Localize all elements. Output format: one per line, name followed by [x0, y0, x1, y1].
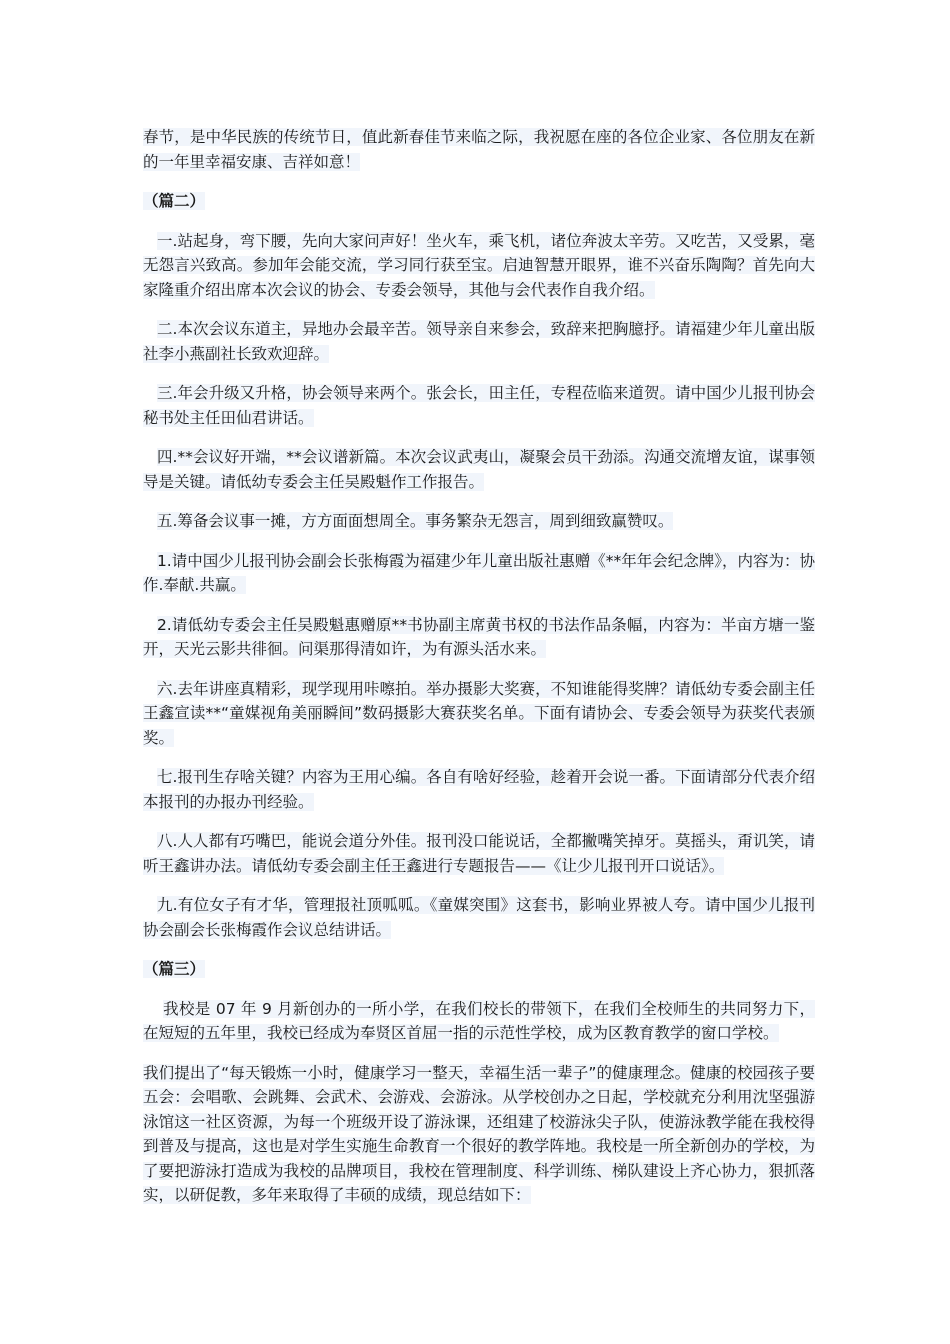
section3-paragraph — [143, 1061, 815, 1208]
section-heading-3 — [143, 957, 815, 982]
section2-paragraph — [143, 317, 815, 366]
section2-paragraph — [143, 893, 815, 942]
paragraph-text: 二.本次会议东道主，异地办会最辛苦。领导亲自来参会，致辞来把胸臆抒。请福建少年儿童出版社李小燕副社长致欢迎辞。 — [143, 320, 815, 363]
paragraph-text: 1.请中国少儿报刊协会副会长张梅霞为福建少年儿童出版社惠赠《**年年会纪念牌》，内容为：协作.奉献.共赢。 — [143, 551, 815, 594]
paragraph-text: 一.站起身，弯下腰，先向大家问声好！坐火车，乘飞机，诸位奔波太辛劳。又吃苦，又受累，毫无怨言兴致高。参加年会能交流，学习同行获至宝。启迪智慧开眼界，谁不兴奋乐陶陶？首先向大家隆重介绍出席本次会议的协会、专委会领导，其他与会代表作自我介绍。 — [143, 231, 815, 299]
paragraph-text: 三.年会升级又升格，协会领导来两个。张会长，田主任，专程莅临来道贺。请中国少儿报刊协会秘书处主任田仙君讲话。 — [143, 384, 815, 427]
section2-paragraph — [143, 445, 815, 494]
paragraph-text: 七.报刊生存啥关键？内容为王用心编。各自有啥好经验，趁着开会说一番。下面请部分代表介绍本报刊的办报办刊经验。 — [143, 768, 815, 811]
intro-paragraph — [143, 125, 815, 174]
intro-text: 春节，是中华民族的传统节日，值此新春佳节来临之际，我祝愿在座的各位企业家、各位朋友在新的一年里幸福安康、吉祥如意！ — [143, 128, 815, 171]
paragraph-text: 八.人人都有巧嘴巴，能说会道分外佳。报刊没口能说话，全都撇嘴笑掉牙。莫摇头，甭讥笑，请听王鑫讲办法。请低幼专委会副主任王鑫进行专题报告——《让少儿报刊开口说话》。 — [143, 832, 815, 875]
paragraph-text: 九.有位女子有才华，管理报社顶呱呱。《童媒突围》这套书，影响业界被人夸。请中国少儿报刊协会副会长张梅霞作会议总结讲话。 — [143, 896, 815, 939]
paragraph-text: 我校是 07 年 9 月新创办的一所小学，在我们校长的带领下，在我们全校师生的共同努力下，在短短的五年里，我校已经成为奉贤区首屈一指的示范性学校，成为区教育教学的窗口学校。 — [143, 999, 815, 1042]
paragraph-text: 2.请低幼专委会主任吴殿魁惠赠原**书协副主席黄书权的书法作品条幅，内容为：半亩方塘一鉴开，天光云影共徘徊。问渠那得清如许，为有源头活水来。 — [143, 615, 815, 658]
section2-paragraph — [143, 509, 815, 534]
section-heading-3-text: （篇三） — [143, 960, 206, 978]
section3-paragraph — [143, 997, 815, 1046]
section2-paragraph — [143, 765, 815, 814]
section2-paragraph — [143, 829, 815, 878]
section2-paragraph — [143, 229, 815, 303]
section2-paragraph — [143, 549, 815, 598]
paragraph-text: 四.**会议好开端，**会议谱新篇。本次会议武夷山，凝聚会员干劲添。沟通交流增友谊，谋事领导是关键。请低幼专委会主任吴殿魁作工作报告。 — [143, 448, 815, 491]
section-heading-2 — [143, 189, 815, 214]
section2-paragraph — [143, 381, 815, 430]
section2-paragraph — [143, 677, 815, 751]
section-heading-2-text: （篇二） — [143, 192, 206, 210]
paragraph-text: 五.筹备会议事一摊，方方面面想周全。事务繁杂无怨言，周到细致赢赞叹。 — [156, 512, 674, 530]
section2-paragraph — [143, 613, 815, 662]
paragraph-text: 我们提出了“每天锻炼一小时，健康学习一整天，幸福生活一辈子”的健康理念。健康的校园孩子要五会：会唱歌、会跳舞、会武术、会游戏、会游泳。从学校创办之日起，学校就充分利用沈坚强游泳馆这一社区资源，为每一个班级开设了游泳课，还组建了校游泳尖子队，使游泳教学能在我校得到普及与提高，这也是对学生实施生命教育一个很好的教学阵地。我校是一所全新创办的学校，为了要把游泳打造成为我校的品牌项目，我校在管理制度、科学训练、梯队建设上齐心协力，狠抓落实，以研促教，多年来取得了丰硕的成绩，现总结如下： — [143, 1063, 815, 1204]
document-body — [143, 125, 815, 1223]
paragraph-text: 六.去年讲座真精彩，现学现用咔嚓拍。举办摄影大奖赛，不知谁能得奖牌？请低幼专委会副主任王鑫宣读**“童媒视角美丽瞬间”数码摄影大赛获奖名单。下面有请协会、专委会领导为获奖代表颁奖。 — [143, 679, 815, 747]
